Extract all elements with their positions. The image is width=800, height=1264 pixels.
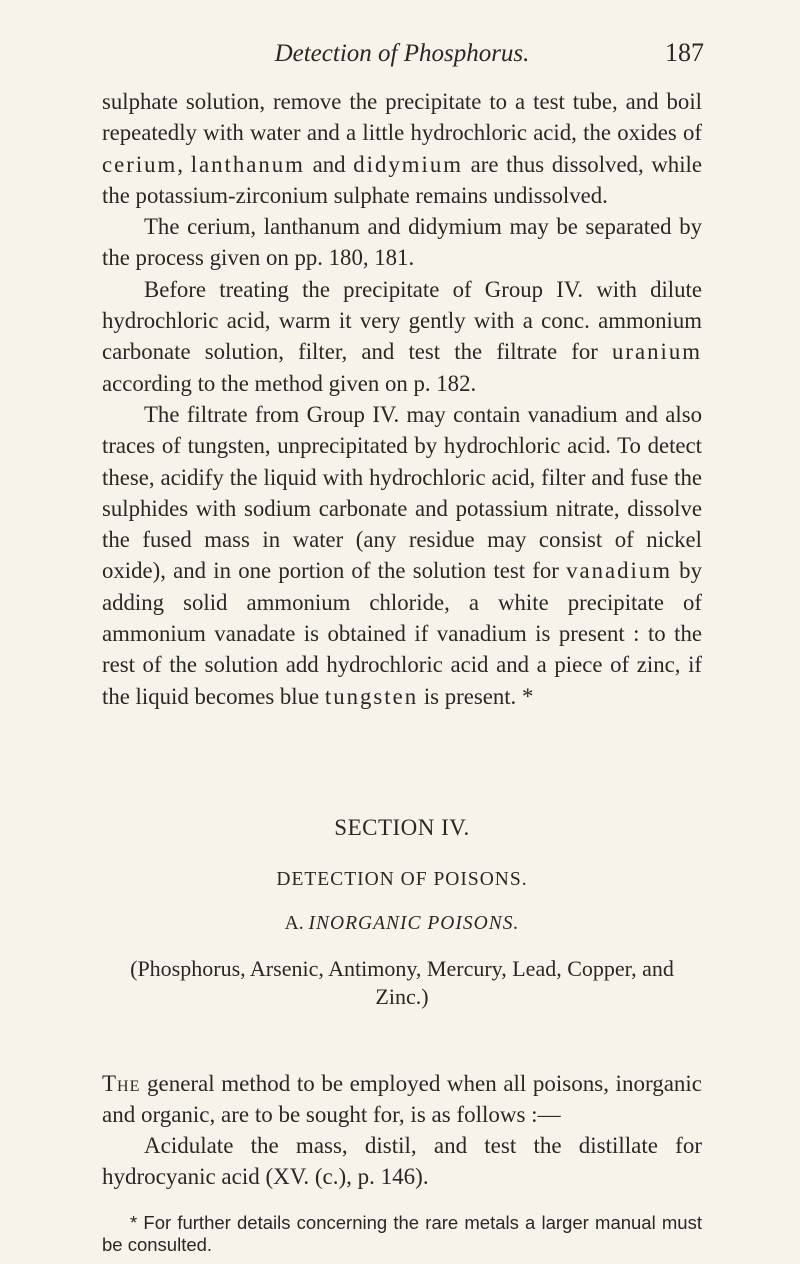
paragraph-uranium — [102, 274, 702, 399]
paragraph-oxides-end: are thus dissolved, while the potassium-zirconium sulphate remains undissolved. — [102, 151, 702, 208]
subsection-heading: DETECTION OF POISONS. — [276, 869, 528, 890]
term-uranium: uranium — [612, 339, 702, 365]
section-header — [102, 815, 702, 1011]
paragraph-acidulate: Acidulate the mass, distil, and test the distillate for hydrocyanic acid (XV. (c.), p. 146). — [102, 1133, 702, 1189]
section-body — [102, 1068, 702, 1192]
term-lanthanum: lanthanum — [190, 151, 305, 177]
paragraph-general-method-text: general method to be employed when all poisons, inorganic and organic, are to be sought for, is as follows :— — [102, 1071, 702, 1127]
footnote — [102, 1212, 702, 1256]
paragraph-oxides-text: sulphate solution, remove the precipitate to a test tube, and boil repeatedly with water and a little hydrochloric acid, the oxides of — [102, 89, 702, 146]
paragraph-separation: The cerium, lanthanum and didymium may be separated by the process given on pp. 180, 181. — [102, 214, 702, 271]
body-text — [102, 86, 702, 712]
running-title: Detection of Phosphorus. — [274, 40, 530, 67]
term-cerium: cerium — [102, 151, 178, 177]
lead-word: The — [102, 1071, 141, 1096]
running-head — [100, 36, 704, 76]
paragraph-oxides — [102, 86, 702, 211]
footnote-text: * For further details concerning the rare metals a larger manual must be consulted. — [102, 1212, 702, 1255]
category-heading — [102, 913, 702, 935]
paragraph-oxides-sep1: , — [177, 151, 191, 177]
paragraph-vanadium-tungsten — [102, 399, 702, 712]
category-letter: A. — [284, 913, 309, 934]
paragraph-general-method — [102, 1068, 702, 1130]
term-tungsten: tungsten — [324, 683, 419, 709]
term-didymium: didymium — [353, 151, 463, 177]
term-vanadium: vanadium — [566, 558, 672, 584]
page-number: 187 — [665, 38, 704, 67]
category-title: INORGANIC POISONS. — [308, 913, 520, 934]
footnote-marker: * — [516, 683, 534, 709]
paragraph-vanadium-mid: by adding solid ammonium chloride, a white precipitate of ammonium vanadate is obtained if vanadium is present : to the rest of the solution add hydrochloric acid and a piece of zinc, if the liquid becomes blue — [102, 558, 702, 709]
paragraph-uranium-text: Before treating the precipitate of Group IV. with dilute hydrochloric acid, warm it very gently with a conc. ammonium carbonate solution, filter, and test the filtrate for — [102, 276, 702, 365]
section-heading: SECTION IV. — [334, 815, 470, 840]
paragraph-vanadium-end: is present. — [418, 683, 517, 709]
paragraph-uranium-end: according to the method given on p. 182. — [102, 370, 477, 396]
poison-list: (Phosphorus, Arsenic, Antimony, Mercury, Lead, Copper, and Zinc.) — [130, 956, 674, 1009]
paragraph-oxides-sep2: and — [304, 151, 354, 177]
paragraph-vanadium-text: The filtrate from Group IV. may contain vanadium and also traces of tungsten, unprecipitated by hydrochloric acid. To detect these, acidify the liquid with hydrochloric acid, filter and fuse the sulphides with sodium carbonate and potassium nitrate, dissolve the fused mass in water (any residue may consist of nickel oxide), and in one portion of the solution test for — [102, 401, 702, 584]
